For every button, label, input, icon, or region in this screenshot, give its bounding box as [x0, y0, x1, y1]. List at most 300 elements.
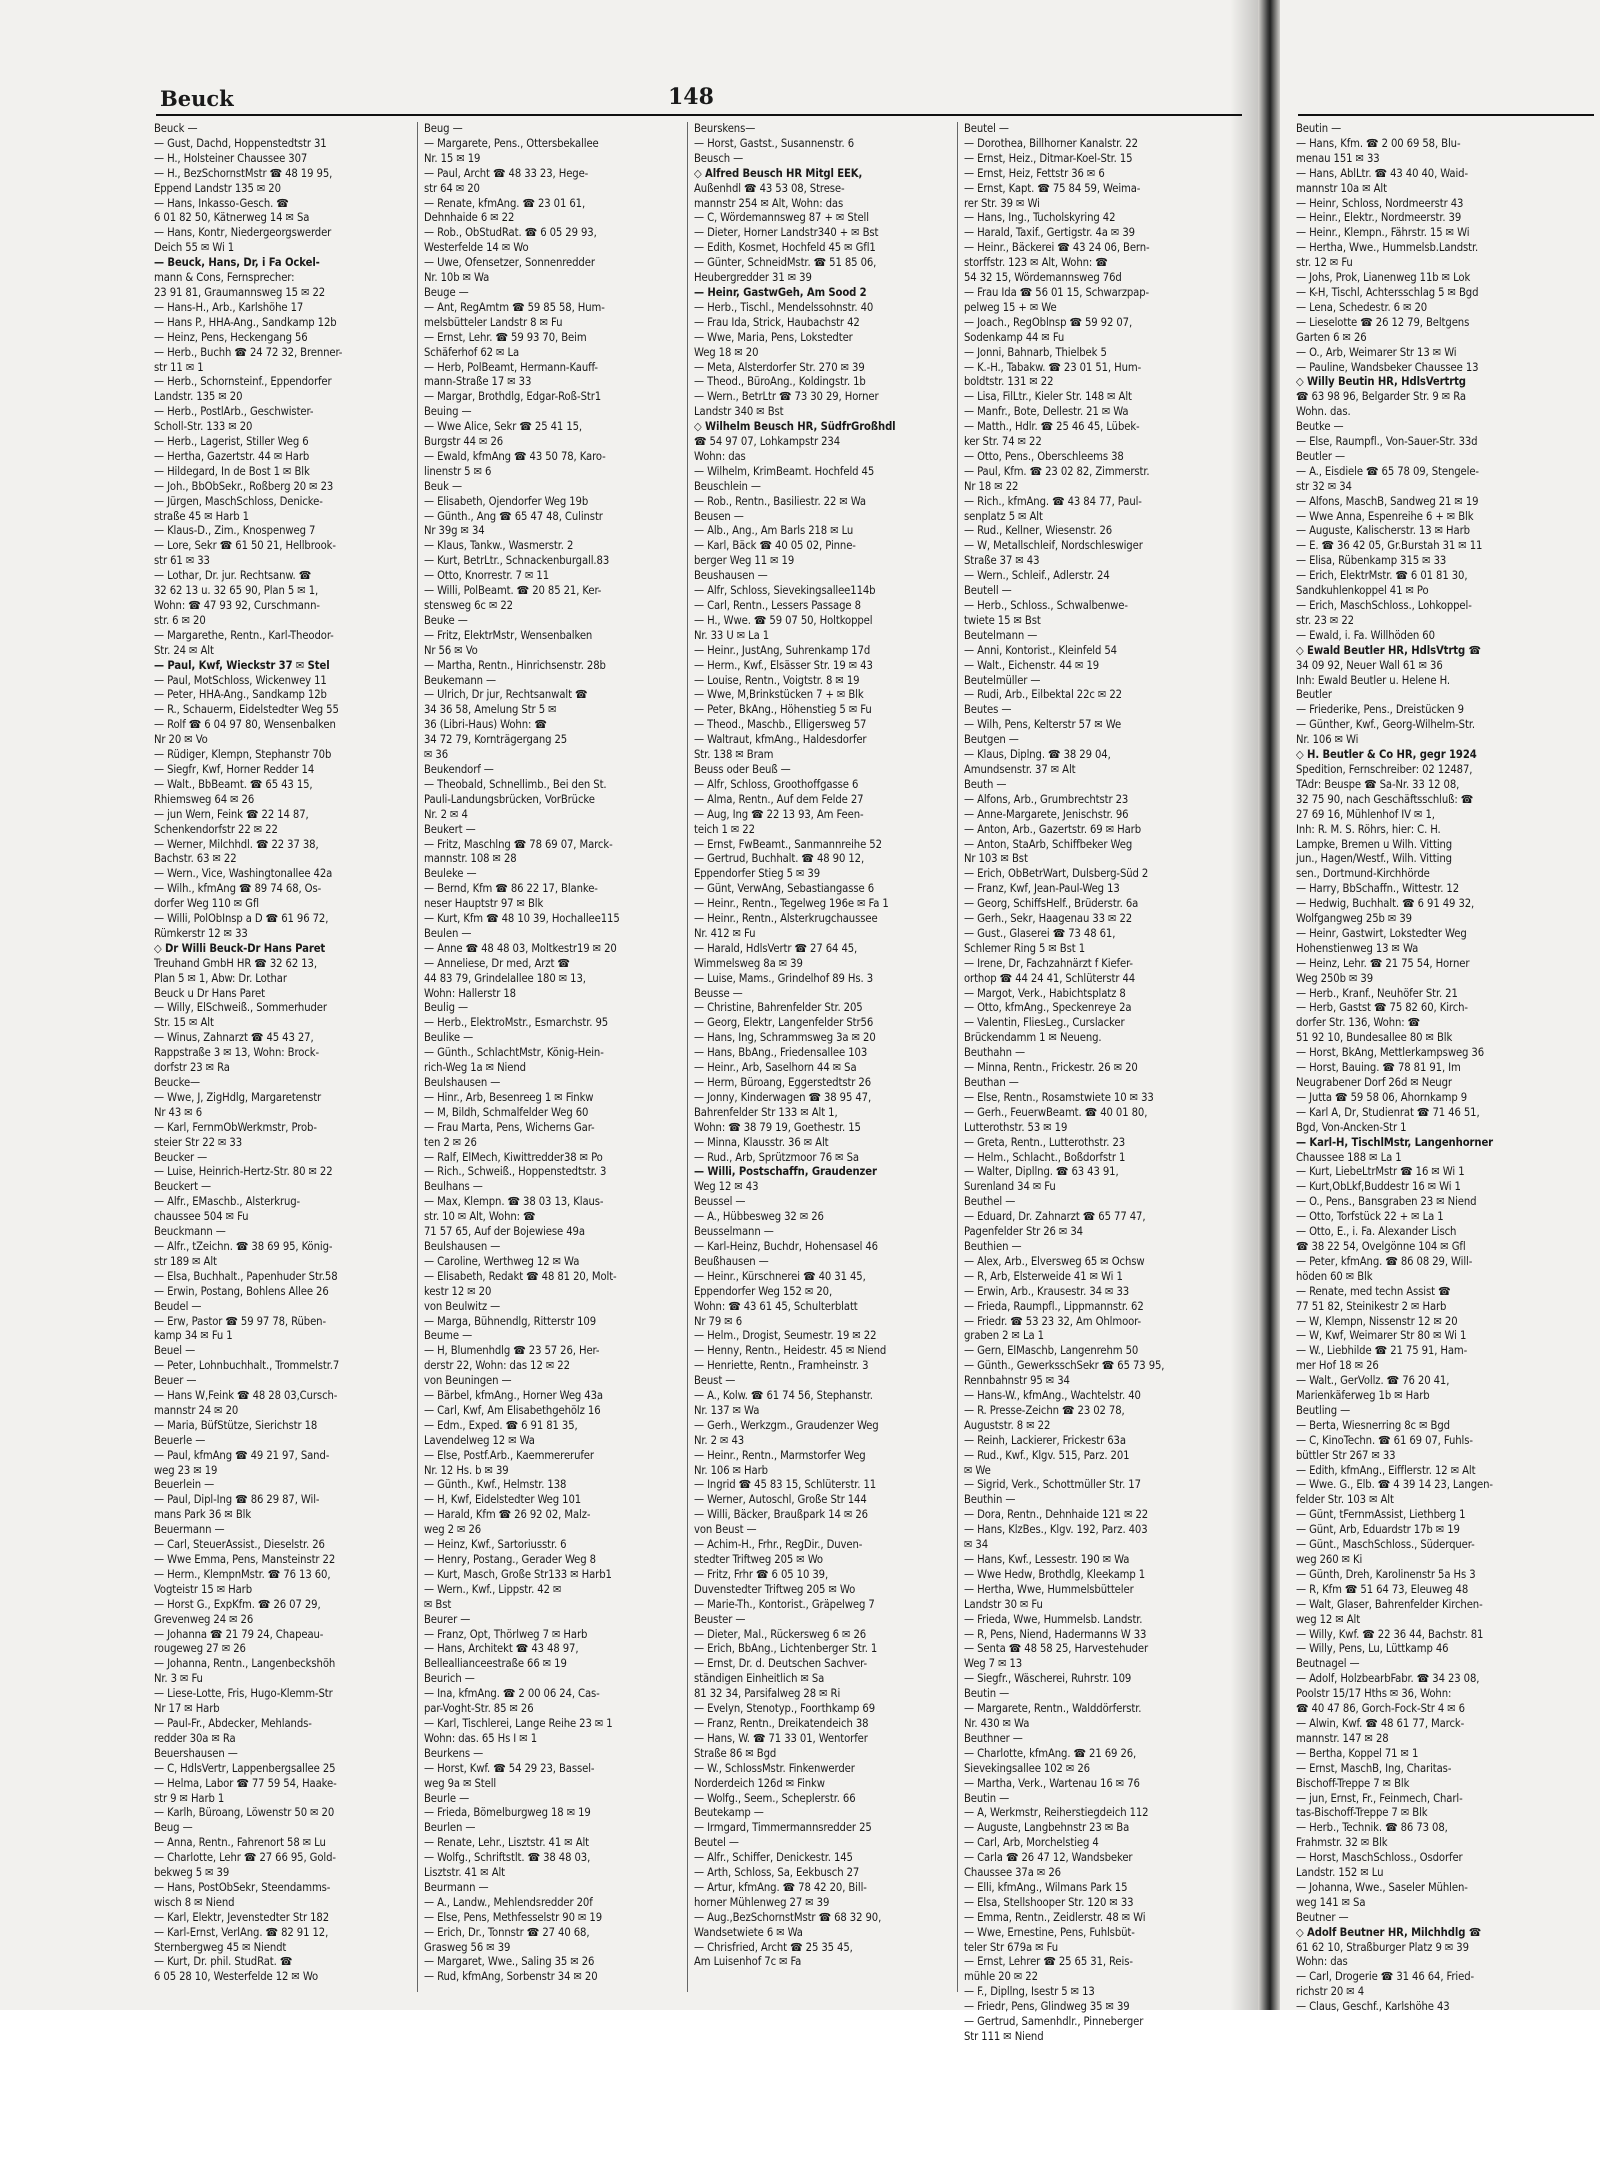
- directory-entry: — Margarethe, Rentn., Karl-Theodor-: [154, 628, 334, 642]
- directory-entry: — Rud, kfmAng, Sorbenstr 34 ✉ 20: [424, 1970, 598, 1984]
- directory-entry: — Hertha, Gazertstr. 44 ✉ Harb: [154, 449, 310, 463]
- directory-entry: — Alwin, Kwf. ☎ 48 61 77, Marck-: [1296, 1716, 1465, 1730]
- directory-entry: — Maria, BüfStütze, Sierichstr 18: [154, 1418, 318, 1432]
- directory-entry: — Margot, Verk., Habichtsplatz 8: [964, 986, 1126, 1000]
- directory-entry: — Paul, Kfm. ☎ 23 02 82, Zimmerstr.: [964, 464, 1150, 478]
- right-page: [1290, 60, 1600, 2014]
- directory-entry: — Eduard, Dr. Zahnarzt ☎ 65 77 47,: [964, 1210, 1146, 1224]
- surname-heading: Beutner —: [1296, 1910, 1349, 1924]
- directory-entry: — Gertrud, Buchhalt. ☎ 48 90 12,: [694, 852, 865, 866]
- directory-entry: — Herb., Tischl., Mendelssohnstr. 40: [694, 300, 874, 314]
- directory-entry: — Heinr, GastwGeh, Am Sood 2: [694, 285, 867, 299]
- directory-entry: Vogteistr 15 ✉ Harb: [154, 1582, 253, 1596]
- directory-entry: ◇ Adolf Beutner HR, Milchhdlg ☎: [1296, 1925, 1482, 1939]
- directory-entry: — Harald, Kfm ☎ 26 92 02, Malz-: [424, 1508, 591, 1522]
- directory-entry: — Frau Marta, Pens, Wicherns Gar-: [424, 1120, 595, 1134]
- directory-entry: kamp 34 ✉ Fu 1: [154, 1329, 233, 1343]
- directory-entry: — Greta, Rentn., Lutterothstr. 23: [964, 1135, 1126, 1149]
- directory-entry: Wohn: das: [1296, 1955, 1348, 1969]
- directory-entry: Deich 55 ✉ Wi 1: [154, 241, 235, 255]
- directory-entry: — H, Kwf, Eidelstedter Weg 101: [424, 1493, 582, 1507]
- directory-entry: — Pauline, Wandsbeker Chaussee 13: [1296, 360, 1479, 374]
- directory-entry: — Erwin, Arb., Krausestr. 34 ✉ 33: [964, 1284, 1130, 1298]
- directory-entry: — O., Pens., Bansgraben 23 ✉ Niend: [1296, 1195, 1477, 1209]
- directory-entry: — Minna, Rentn., Frickestr. 26 ✉ 20: [964, 1061, 1138, 1075]
- directory-entry: — Liese-Lotte, Fris, Hugo-Klemm-Str: [154, 1687, 333, 1701]
- directory-entry: — Carl, Drogerie ☎ 31 46 64, Fried-: [1296, 1970, 1475, 1984]
- directory-entry: Sodenkamp 44 ✉ Fu: [964, 330, 1065, 344]
- directory-entry: Nr. 3 ✉ Fu: [154, 1672, 203, 1686]
- directory-entry: weg 260 ✉ Ki: [1296, 1553, 1363, 1566]
- directory-entry: — Rud., Kwf., Klgv. 515, Parz. 201: [964, 1448, 1130, 1462]
- directory-entry: — Horst, Bauing. ☎ 78 81 91, Im: [1296, 1061, 1461, 1075]
- directory-entry: — Heinr., Kürschnerei ☎ 40 31 45,: [694, 1269, 866, 1283]
- directory-entry: — Aug, Ing ☎ 22 13 93, Am Feen-: [694, 807, 864, 821]
- directory-entry: 36 (Libri-Haus) Wohn: ☎: [424, 718, 547, 732]
- directory-entry: — Günt, tFernmAssist, Liethberg 1: [1296, 1508, 1466, 1522]
- directory-entry: — Wern., BetrLtr ☎ 73 30 29, Horner: [694, 390, 879, 404]
- directory-entry: — Kurt, Masch, Große Str133 ✉ Harb1: [424, 1567, 612, 1581]
- directory-entry: — Sigrid, Verk., Schottmüller Str. 17: [964, 1478, 1141, 1492]
- directory-entry: — Herb., PostlArb., Geschwister-: [154, 405, 314, 419]
- directory-entry: — Peter, kfmAng. ☎ 86 08 29, Will-: [1296, 1254, 1473, 1268]
- surname-heading: Beulshausen —: [424, 1239, 501, 1253]
- directory-entry: — Günth., Kwf., Helmstr. 138: [424, 1478, 567, 1492]
- directory-entry: Bahrenfelder Str 133 ✉ Alt 1,: [694, 1105, 838, 1119]
- directory-entry: — Hans-W., kfmAng., Wachtelstr. 40: [964, 1389, 1141, 1403]
- directory-entry: — Wolfg., Seem., Scheplerstr. 66: [694, 1791, 856, 1805]
- directory-entry: ✉ Bst: [424, 1597, 452, 1611]
- directory-entry: — Caroline, Werthweg 12 ✉ Wa: [424, 1254, 580, 1268]
- directory-entry: Wohn: das: [694, 449, 746, 463]
- directory-entry: — Ina, kfmAng. ☎ 2 00 06 24, Cas-: [424, 1687, 600, 1701]
- directory-entry: — Walt., GerVollz. ☎ 76 20 41,: [1296, 1374, 1450, 1388]
- surname-heading: Beucker —: [154, 1150, 208, 1164]
- directory-entry: linenstr 5 ✉ 6: [424, 464, 492, 478]
- directory-entry: Weg 7 ✉ 13: [964, 1657, 1023, 1671]
- directory-entry: steier Str 22 ✉ 33: [154, 1135, 243, 1149]
- directory-entry: — Elli, kfmAng., Wilmans Park 15: [964, 1880, 1128, 1894]
- directory-entry: — Ulrich, Dr jur, Rechtsanwalt ☎: [424, 688, 588, 702]
- directory-entry: — Kurt, Dr. phil. StudRat. ☎: [154, 1955, 293, 1969]
- directory-entry: ✉ 36: [424, 748, 449, 762]
- surname-heading: Beuershausen —: [154, 1746, 238, 1760]
- directory-entry: — Elisabeth, Redakt ☎ 48 81 20, Molt-: [424, 1269, 617, 1283]
- surname-heading: Beurich —: [424, 1672, 475, 1686]
- directory-entry: — Alfr., Schiffer, Denickestr. 145: [694, 1851, 853, 1865]
- directory-entry: 71 57 65, Auf der Bojewiese 49a: [424, 1225, 585, 1239]
- directory-entry: — Elsa, Buchhalt., Papenhuder Str.58: [154, 1269, 338, 1283]
- directory-entry: — Klaus, Tankw., Wasmerstr. 2: [424, 539, 574, 553]
- directory-entry: Wohn: ☎ 47 93 92, Curschmann-: [154, 599, 320, 612]
- directory-entry: — Herb., Schloss., Schwalbenwe-: [964, 599, 1128, 612]
- directory-column-3: [688, 122, 958, 1992]
- directory-entry: 61 62 10, Straßburger Platz 9 ✉ 39: [1296, 1940, 1469, 1954]
- directory-entry: — Herm., Kwf., Elsässer Str. 19 ✉ 43: [694, 658, 873, 672]
- surname-heading: Beutke —: [1296, 420, 1344, 434]
- surname-heading: Beutnagel —: [1296, 1657, 1360, 1671]
- directory-entry: Grasweg 56 ✉ 39: [424, 1940, 511, 1954]
- directory-entry: Garten 6 ✉ 26: [1296, 330, 1367, 344]
- directory-entry: — Erich, Dr., Tonnstr ☎ 27 40 68,: [424, 1925, 590, 1939]
- directory-entry: — Heinr., Rentn., Tegelweg 196e ✉ Fa 1: [694, 897, 889, 911]
- directory-entry: 51 92 10, Bundesallee 80 ✉ Blk: [1296, 1031, 1453, 1045]
- directory-entry: rer Str. 39 ✉ Wi: [964, 196, 1040, 210]
- directory-entry: — Hans, Kwf., Lessestr. 190 ✉ Wa: [964, 1553, 1130, 1566]
- directory-entry: — Walt, Glaser, Bahrenfelder Kirchen-: [1296, 1597, 1483, 1611]
- directory-entry: Lavendelweg 12 ✉ Wa: [424, 1433, 535, 1447]
- surname-heading: Beuthner —: [964, 1731, 1023, 1745]
- directory-entry: — Hans, KlzBes., Klgv. 192, Parz. 403: [964, 1523, 1148, 1537]
- directory-entry: — Ernst, Heiz., Ditmar-Koel-Str. 15: [964, 151, 1133, 165]
- directory-entry: 34 36 58, Amelung Str 5 ✉: [424, 703, 557, 717]
- directory-entry: — Marga, Bühnendlg, Ritterstr 109: [424, 1314, 597, 1328]
- directory-entry: — F., Dipllng, Isestr 5 ✉ 13: [964, 1985, 1095, 1999]
- header-rule: [156, 114, 1242, 116]
- directory-entry: — Friederike, Pens., Dreistücken 9: [1296, 703, 1464, 717]
- directory-entry: — Günter, SchneidMstr. ☎ 51 85 06,: [694, 256, 877, 270]
- directory-entry: mannstr 254 ✉ Alt, Wohn: das: [694, 196, 844, 210]
- directory-entry: Treuhand GmbH HR ☎ 32 62 13,: [154, 956, 317, 970]
- directory-entry: — Herb., Buchh ☎ 24 72 32, Brenner-: [154, 345, 343, 359]
- directory-entry: — Harald, HdlsVertr ☎ 27 64 45,: [694, 941, 858, 955]
- directory-entry: — Renate, kfmAng. ☎ 23 01 61,: [424, 196, 586, 210]
- directory-entry: menau 151 ✉ 33: [1296, 151, 1380, 165]
- directory-entry: — Ingrid ☎ 45 83 15, Schlüterstr. 11: [694, 1478, 877, 1492]
- surname-heading: Beukert —: [424, 822, 476, 836]
- directory-entry: — Günth., Ang ☎ 65 47 48, Culinstr: [424, 509, 603, 523]
- directory-entry: — Margarete, Pens., Ottersbekallee: [424, 136, 599, 150]
- surname-heading: Beutin —: [964, 1687, 1010, 1701]
- directory-entry: Poolstr 15/17 Hths ✉ 36, Wohn:: [1296, 1687, 1452, 1701]
- directory-entry: — Wwe, M,Brinkstücken 7 + ✉ Blk: [694, 688, 864, 702]
- directory-entry: — Paul, MotSchloss, Wickenwey 11: [154, 673, 327, 687]
- directory-entry: 34 09 92, Neuer Wall 61 ✉ 36: [1296, 658, 1443, 672]
- surname-heading: Beusse —: [694, 986, 743, 1000]
- directory-entry: — Ernst, Kapt. ☎ 75 84 59, Weima-: [964, 181, 1141, 195]
- directory-entry: ◇ Willy Beutin HR, HdlsVertrtg: [1296, 375, 1466, 389]
- directory-entry: — Karl, Elektr, Jevenstedter Str 182: [154, 1910, 330, 1924]
- directory-entry: ◇ H. Beutler & Co HR, gegr 1924: [1296, 748, 1477, 762]
- directory-entry: — Herb., Technik. ☎ 86 73 08,: [1296, 1821, 1448, 1835]
- surname-heading: Beutel —: [964, 122, 1009, 135]
- surname-heading: Beusen —: [694, 509, 744, 523]
- directory-entry: — Wern., Kwf., Lippstr. 42 ✉: [424, 1582, 562, 1596]
- directory-entry: — Wwe, Maria, Pens, Lokstedter: [694, 330, 853, 344]
- surname-heading: Beuermann —: [154, 1523, 225, 1537]
- directory-entry: — Alfr., EMaschb., Alsterkrug-: [154, 1195, 301, 1209]
- directory-entry: — Else, Raumpfl., Von-Sauer-Str. 33d: [1296, 435, 1478, 449]
- directory-entry: str 11 ✉ 1: [154, 360, 204, 374]
- directory-entry: ker Str. 74 ✉ 22: [964, 435, 1042, 449]
- directory-entry: weg 12 ✉ Alt: [1296, 1612, 1361, 1626]
- directory-entry: Nr 18 ✉ 22: [964, 479, 1019, 493]
- surname-heading: Beußhausen —: [694, 1254, 769, 1268]
- directory-entry: Grevenweg 24 ✉ 26: [154, 1612, 254, 1626]
- directory-entry: orthop ☎ 44 24 41, Schlüterstr 44: [964, 971, 1136, 985]
- directory-entry: mann-Straße 17 ✉ 33: [424, 375, 532, 389]
- directory-entry: — Alb., Ang., Am Barls 218 ✉ Lu: [694, 524, 854, 538]
- directory-entry: neser Hauptstr 97 ✉ Blk: [424, 897, 544, 911]
- directory-entry: — H., BezSchornstMstr ☎ 48 19 95,: [154, 166, 333, 180]
- header-catchword: Beuck: [160, 86, 234, 111]
- directory-entry: Bischoff-Treppe 7 ✉ Blk: [1296, 1776, 1410, 1790]
- directory-entry: 32 62 13 u. 32 65 90, Plan 5 ✉ 1,: [154, 584, 319, 598]
- directory-entry: — Ernst, FwBeamt., Sanmannreihe 52: [694, 837, 882, 851]
- directory-entry: weg 9a ✉ Stell: [424, 1776, 497, 1790]
- directory-entry: 77 51 82, Steinikestr 2 ✉ Harb: [1296, 1299, 1447, 1313]
- directory-entry: — Horst, BkAng, Mettlerkampsweg 36: [1296, 1046, 1485, 1060]
- directory-entry: — Hertha, Wwe., Hummelsb.Landstr.: [1296, 241, 1479, 255]
- directory-entry: ☎ 38 22 54, Ovelgönne 104 ✉ Gfl: [1296, 1239, 1466, 1253]
- directory-entry: ✉ We: [964, 1463, 991, 1477]
- directory-entry: Wohn. das.: [1296, 405, 1351, 419]
- directory-entry: richstr 20 ✉ 4: [1296, 1985, 1364, 1999]
- surname-heading: Beulig —: [424, 1001, 468, 1015]
- directory-entry: — Carl, Arb, Morchelstieg 4: [964, 1836, 1099, 1850]
- directory-entry: — Carl, Rentn., Lessers Passage 8: [694, 599, 861, 612]
- directory-entry: — Klaus, Diplng. ☎ 38 29 04,: [964, 748, 1111, 762]
- directory-entry: — R., Schauerm, Eidelstedter Weg 55: [154, 703, 339, 717]
- directory-entry: — Lisa, FilLtr., Kieler Str. 148 ✉ Alt: [964, 390, 1132, 404]
- directory-entry: — Else, Postf.Arb., Kaemmererufer: [424, 1448, 594, 1462]
- directory-entry: teler Str 679a ✉ Fu: [964, 1940, 1058, 1954]
- directory-entry: Pagenfelder Str 26 ✉ 34: [964, 1225, 1083, 1239]
- directory-entry: — A., Kolw. ☎ 61 74 56, Stephanstr.: [694, 1389, 873, 1403]
- directory-entry: str 32 ✉ 34: [1296, 479, 1352, 493]
- surname-heading: Beushausen —: [694, 569, 768, 583]
- directory-entry: — Irmgard, Timmermannsredder 25: [694, 1821, 872, 1835]
- directory-entry: — Franz, Opt, Thörlweg 7 ✉ Harb: [424, 1627, 588, 1641]
- directory-entry: — Anneliese, Dr med, Arzt ☎: [424, 956, 570, 970]
- directory-entry: mannstr. 147 ✉ 28: [1296, 1731, 1389, 1745]
- directory-entry: — Franz, Rentn., Dreikatendeich 38: [694, 1716, 869, 1730]
- directory-entry: — Karl-Ernst, VerlAng. ☎ 82 91 12,: [154, 1925, 329, 1939]
- directory-entry: graben 2 ✉ La 1: [964, 1329, 1044, 1343]
- directory-entry: Weg 250b ✉ 39: [1296, 971, 1374, 985]
- directory-entry: — Bärbel, kfmAng., Horner Weg 43a: [424, 1389, 603, 1403]
- surname-heading: Beulike —: [424, 1031, 474, 1045]
- directory-entry: — Margaret, Wwe., Saling 35 ✉ 26: [424, 1955, 595, 1969]
- surname-heading: Beulhans —: [424, 1180, 483, 1194]
- surname-heading: Beulen —: [424, 926, 472, 940]
- directory-entry: — Edith, Kosmet, Hochfeld 45 ✉ Gfl1: [694, 241, 876, 255]
- directory-entry: chaussee 504 ✉ Fu: [154, 1210, 249, 1224]
- directory-entry: Lampke, Bremen u Wilh. Vitting: [1296, 837, 1453, 851]
- directory-entry: Landstr 30 ✉ Fu: [964, 1597, 1043, 1611]
- directory-entry: mannstr. 108 ✉ 28: [424, 852, 517, 866]
- directory-entry: mer Hof 18 ✉ 26: [1296, 1359, 1379, 1373]
- directory-entry: Nr. 106 ✉ Harb: [694, 1463, 768, 1477]
- surname-heading: Beusch —: [694, 151, 744, 165]
- directory-entry: — Lena, Schedestr. 6 ✉ 20: [1296, 300, 1428, 314]
- directory-entry: — Carla ☎ 26 47 12, Wandsbeker: [964, 1851, 1133, 1865]
- directory-entry: — M, Bildh, Schmalfelder Weg 60: [424, 1105, 589, 1119]
- directory-entry: Wohn: ☎ 43 61 45, Schulterblatt: [694, 1299, 858, 1313]
- directory-entry: ◇ Ewald Beutler HR, HdlsVtrtg ☎: [1296, 643, 1481, 657]
- directory-entry: — Elisabeth, Ojendorfer Weg 19b: [424, 494, 589, 508]
- surname-heading: Beutel —: [694, 1836, 739, 1850]
- surname-heading: Beuke —: [424, 613, 468, 627]
- directory-entry: — Bernd, Kfm ☎ 86 22 17, Blanke-: [424, 882, 598, 896]
- directory-entry: ✉ 34: [964, 1538, 989, 1552]
- directory-entry: — Otto, E., i. Fa. Alexander Lisch: [1296, 1225, 1457, 1239]
- surname-heading: Beuckert —: [154, 1180, 211, 1194]
- directory-entry: — H., Holsteiner Chaussee 307: [154, 151, 308, 165]
- directory-entry: Am Luisenhof 7c ✉ Fa: [694, 1955, 802, 1969]
- directory-entry: — Peter, BkAng., Höhenstieg 5 ✉ Fu: [694, 703, 872, 717]
- directory-entry: — Wwe Emma, Pens, Mansteinstr 22: [154, 1553, 336, 1566]
- directory-entry: bekweg 5 ✉ 39: [154, 1866, 230, 1880]
- directory-entry: — A, Werkmstr, Reiherstiegdeich 112: [964, 1806, 1149, 1820]
- directory-entry: melsbütteler Landstr 8 ✉ Fu: [424, 315, 563, 329]
- directory-entry: Westerfelde 14 ✉ Wo: [424, 241, 529, 255]
- directory-entry: — Paul, Kwf, Wieckstr 37 ✉ Stel: [154, 658, 330, 672]
- directory-entry: — Uwe, Ofensetzer, Sonnenredder: [424, 256, 595, 270]
- directory-entry: Schlemer Ring 5 ✉ Bst 1: [964, 941, 1086, 955]
- directory-entry: — Claus, Geschf., Karlshöhe 43: [1296, 2000, 1450, 2014]
- directory-entry: 6 01 82 50, Kätnerweg 14 ✉ Sa: [154, 211, 310, 225]
- directory-entry: TAdr: Beuspe ☎ Sa-Nr. 33 12 08,: [1296, 777, 1460, 791]
- surname-heading: Beutler —: [1296, 449, 1345, 463]
- directory-entry: — Wern., Schleif., Adlerstr. 24: [964, 569, 1110, 583]
- directory-entry: — Wwe Alice, Sekr ☎ 25 41 15,: [424, 420, 583, 434]
- directory-entry: — Meta, Alsterdorfer Str. 270 ✉ 39: [694, 360, 865, 374]
- directory-entry: Nr 79 ✉ 6: [694, 1314, 742, 1328]
- directory-entry: — Frieda, Bömelburgweg 18 ✉ 19: [424, 1806, 591, 1820]
- surname-heading: Beuth —: [964, 777, 1007, 791]
- directory-entry: — Theod., BüroAng., Koldingstr. 1b: [694, 375, 866, 389]
- directory-entry: — Adolf, HolzbearbFabr. ☎ 34 23 08,: [1296, 1672, 1480, 1686]
- directory-entry: — Günther, Kwf., Georg-Wilhelm-Str.: [1296, 718, 1475, 732]
- surname-heading: Beutelmüller —: [964, 673, 1041, 687]
- directory-entry: — Lothar, Dr. jur. Rechtsanw. ☎: [154, 569, 312, 583]
- directory-entry: — Gust., Glaserei ☎ 73 48 61,: [964, 926, 1116, 940]
- directory-entry: — Renate, med techn Assist ☎: [1296, 1284, 1451, 1298]
- surname-heading: Beutell —: [964, 584, 1012, 598]
- directory-entry: — Auguste, Langbehnstr 23 ✉ Ba: [964, 1821, 1130, 1835]
- directory-entry: — Wilh, Pens, Kelterstr 57 ✉ We: [964, 718, 1122, 732]
- directory-entry: weg 23 ✉ 19: [154, 1463, 218, 1477]
- directory-entry: — Hans, W. ☎ 71 33 01, Wentorfer: [694, 1731, 868, 1745]
- directory-entry: — Edith, kfmAng., Eifflerstr. 12 ✉ Alt: [1296, 1463, 1476, 1477]
- directory-entry: Nr 20 ✉ Vo: [154, 733, 208, 747]
- directory-entry: — Bertha, Koppel 71 ✉ 1: [1296, 1746, 1419, 1760]
- directory-entry: — Lore, Sekr ☎ 61 50 21, Hellbrook-: [154, 539, 336, 553]
- directory-entry: — Wwe Hedw, Brothdlg, Kleekamp 1: [964, 1567, 1146, 1581]
- directory-entry: — Rolf ☎ 6 04 97 80, Wensenbalken: [154, 718, 336, 732]
- directory-entry: — Wern., Vice, Washingtonallee 42a: [154, 867, 333, 881]
- directory-entry: Scholl-Str. 133 ✉ 20: [154, 420, 253, 434]
- directory-entry: Wandsetwiete 6 ✉ Wa: [694, 1925, 803, 1939]
- directory-entry: — Evelyn, Stenotyp., Foorthkamp 69: [694, 1702, 875, 1716]
- directory-entry: ☎ 63 98 96, Belgarder Str. 9 ✉ Ra: [1296, 390, 1466, 404]
- directory-entry: — Joh., BbObSekr., Roßberg 20 ✉ 23: [154, 479, 334, 493]
- directory-entry: — Wilhelm, KrimBeamt. Hochfeld 45: [694, 464, 875, 478]
- directory-entry: — Irene, Dr, Fachzahnärzt f Kiefer-: [964, 956, 1133, 970]
- surname-heading: Beug —: [154, 1821, 193, 1835]
- directory-entry: dorfer Weg 110 ✉ Gfl: [154, 897, 259, 911]
- directory-entry: 27 69 16, Mühlenhof IV ✉ 1,: [1296, 807, 1435, 821]
- directory-entry: — Werner, Milchhdl. ☎ 22 37 38,: [154, 837, 319, 851]
- directory-entry: — Hans, Ing., Tucholskyring 42: [964, 211, 1116, 225]
- surname-heading: Beurle —: [424, 1791, 470, 1805]
- directory-entry: — Heinr., Rentn., Alsterkrugchaussee: [694, 912, 878, 926]
- directory-entry: Wolfgangweg 25b ✉ 39: [1296, 912, 1412, 926]
- directory-entry: — Rob., ObStudRat. ☎ 6 05 29 93,: [424, 226, 597, 240]
- right-directory-column-1: [1290, 122, 1580, 2014]
- directory-entry: Bachstr. 63 ✉ 22: [154, 852, 237, 866]
- directory-entry: — Karlh, Büroang, Löwenstr 50 ✉ 20: [154, 1806, 335, 1820]
- directory-entry: — Carl, SteuerAssist., Dieselstr. 26: [154, 1538, 325, 1552]
- directory-entry: — Johs, Prok, Lianenweg 11b ✉ Lok: [1296, 271, 1471, 285]
- directory-entry: — Herb., Lagerist, Stiller Weg 6: [154, 435, 309, 449]
- directory-entry: — Hans-H., Arb., Karlshöhe 17: [154, 300, 304, 314]
- directory-entry: büttler Str 267 ✉ 33: [1296, 1448, 1396, 1462]
- directory-entry: Nr 56 ✉ Vo: [424, 643, 478, 657]
- directory-entry: Straße 37 ✉ 43: [964, 554, 1040, 568]
- surname-heading: Beukemann —: [424, 673, 497, 687]
- directory-entry: — Charlotte, Lehr ☎ 27 66 95, Gold-: [154, 1851, 336, 1865]
- directory-entry: ☎ 40 47 86, Gorch-Fock-Str 4 ✉ 6: [1296, 1702, 1465, 1716]
- directory-entry: sen., Dortmund-Kirchhörde: [1296, 867, 1430, 881]
- directory-entry: weg 2 ✉ 26: [424, 1523, 482, 1537]
- directory-entry: Duvenstedter Triftweg 205 ✉ Wo: [694, 1582, 856, 1596]
- directory-entry: Nr. 137 ✉ Wa: [694, 1403, 760, 1417]
- directory-entry: — W, Metallschleif, Nordschleswiger: [964, 539, 1143, 553]
- directory-entry: — Peter, Lohnbuchhalt., Trommelstr.7: [154, 1359, 340, 1373]
- directory-entry: Nr 43 ✉ 6: [154, 1105, 202, 1119]
- directory-entry: rich-Weg 1a ✉ Niend: [424, 1061, 526, 1075]
- directory-entry: — Ralf, ElMech, Kiwittredder38 ✉ Po: [424, 1150, 603, 1164]
- surname-heading: Beuing —: [424, 405, 472, 419]
- directory-entry: — Heinr, Gastwirt, Lokstedter Weg: [1296, 926, 1467, 940]
- directory-entry: — Aug.,BezSchornstMstr ☎ 68 32 90,: [694, 1910, 882, 1924]
- directory-entry: — A., Eisdiele ☎ 65 78 09, Stengele-: [1296, 464, 1479, 478]
- directory-entry: — Heinr., Arb, Saselhorn 44 ✉ Sa: [694, 1061, 857, 1075]
- directory-entry: mannstr 24 ✉ 20: [154, 1403, 239, 1417]
- directory-entry: — Alfr, Schloss, Sievekingsallee114b: [694, 584, 876, 598]
- directory-entry: — Kurt, LiebeLtrMstr ☎ 16 ✉ Wi 1: [1296, 1165, 1465, 1179]
- directory-entry: — Otto, Torfstück 22 + ✉ La 1: [1296, 1210, 1444, 1224]
- surname-heading: Beucke—: [154, 1076, 201, 1089]
- directory-entry: — C, HdlsVertr, Lappenbergsallee 25: [154, 1761, 336, 1775]
- directory-entry: — Frieda, Raumpfl., Lippmannstr. 62: [964, 1299, 1144, 1313]
- directory-entry: Norderdeich 126d ✉ Finkw: [694, 1776, 825, 1790]
- directory-entry: Eppendorfer Stieg 5 ✉ 39: [694, 867, 821, 881]
- directory-entry: — Johanna, Wwe., Saseler Mühlen-: [1296, 1880, 1468, 1894]
- right-header-rule: [1298, 114, 1594, 116]
- directory-columns: [148, 122, 1248, 2043]
- directory-entry: — Rich., kfmAng. ☎ 43 84 77, Paul-: [964, 494, 1142, 508]
- directory-entry: — Fritz, Frhr ☎ 6 05 10 39,: [694, 1567, 829, 1581]
- directory-entry: — Paul-Fr., Abdecker, Mehlands-: [154, 1716, 312, 1730]
- directory-entry: — Minna, Klausstr. 36 ✉ Alt: [694, 1135, 829, 1149]
- directory-entry: 44 83 79, Grindelallee 180 ✉ 13,: [424, 971, 586, 985]
- surname-heading: Beulshausen —: [424, 1076, 501, 1089]
- directory-entry: str 61 ✉ 33: [154, 554, 210, 568]
- directory-entry: boldtstr. 131 ✉ 22: [964, 375, 1054, 389]
- directory-entry: Nr. 33 U ✉ La 1: [694, 628, 770, 642]
- directory-entry: senplatz 5 ✉ Alt: [964, 509, 1043, 523]
- directory-entry: dorfer Str. 136, Wohn: ☎: [1296, 1016, 1421, 1030]
- directory-entry: — Gern, ElMaschb, Langenrehm 50: [964, 1344, 1139, 1358]
- directory-entry: — Hans, AblLtr. ☎ 43 40 40, Waid-: [1296, 166, 1468, 180]
- directory-entry: Belleallianceestraße 66 ✉ 19: [424, 1657, 567, 1671]
- directory-entry: — Herb, PolBeamt, Hermann-Kauff-: [424, 360, 598, 374]
- directory-entry: — Waltraut, kfmAng., Haldesdorfer: [694, 733, 867, 747]
- directory-entry: — Frau Ida ☎ 56 01 15, Schwarzpap-: [964, 285, 1150, 299]
